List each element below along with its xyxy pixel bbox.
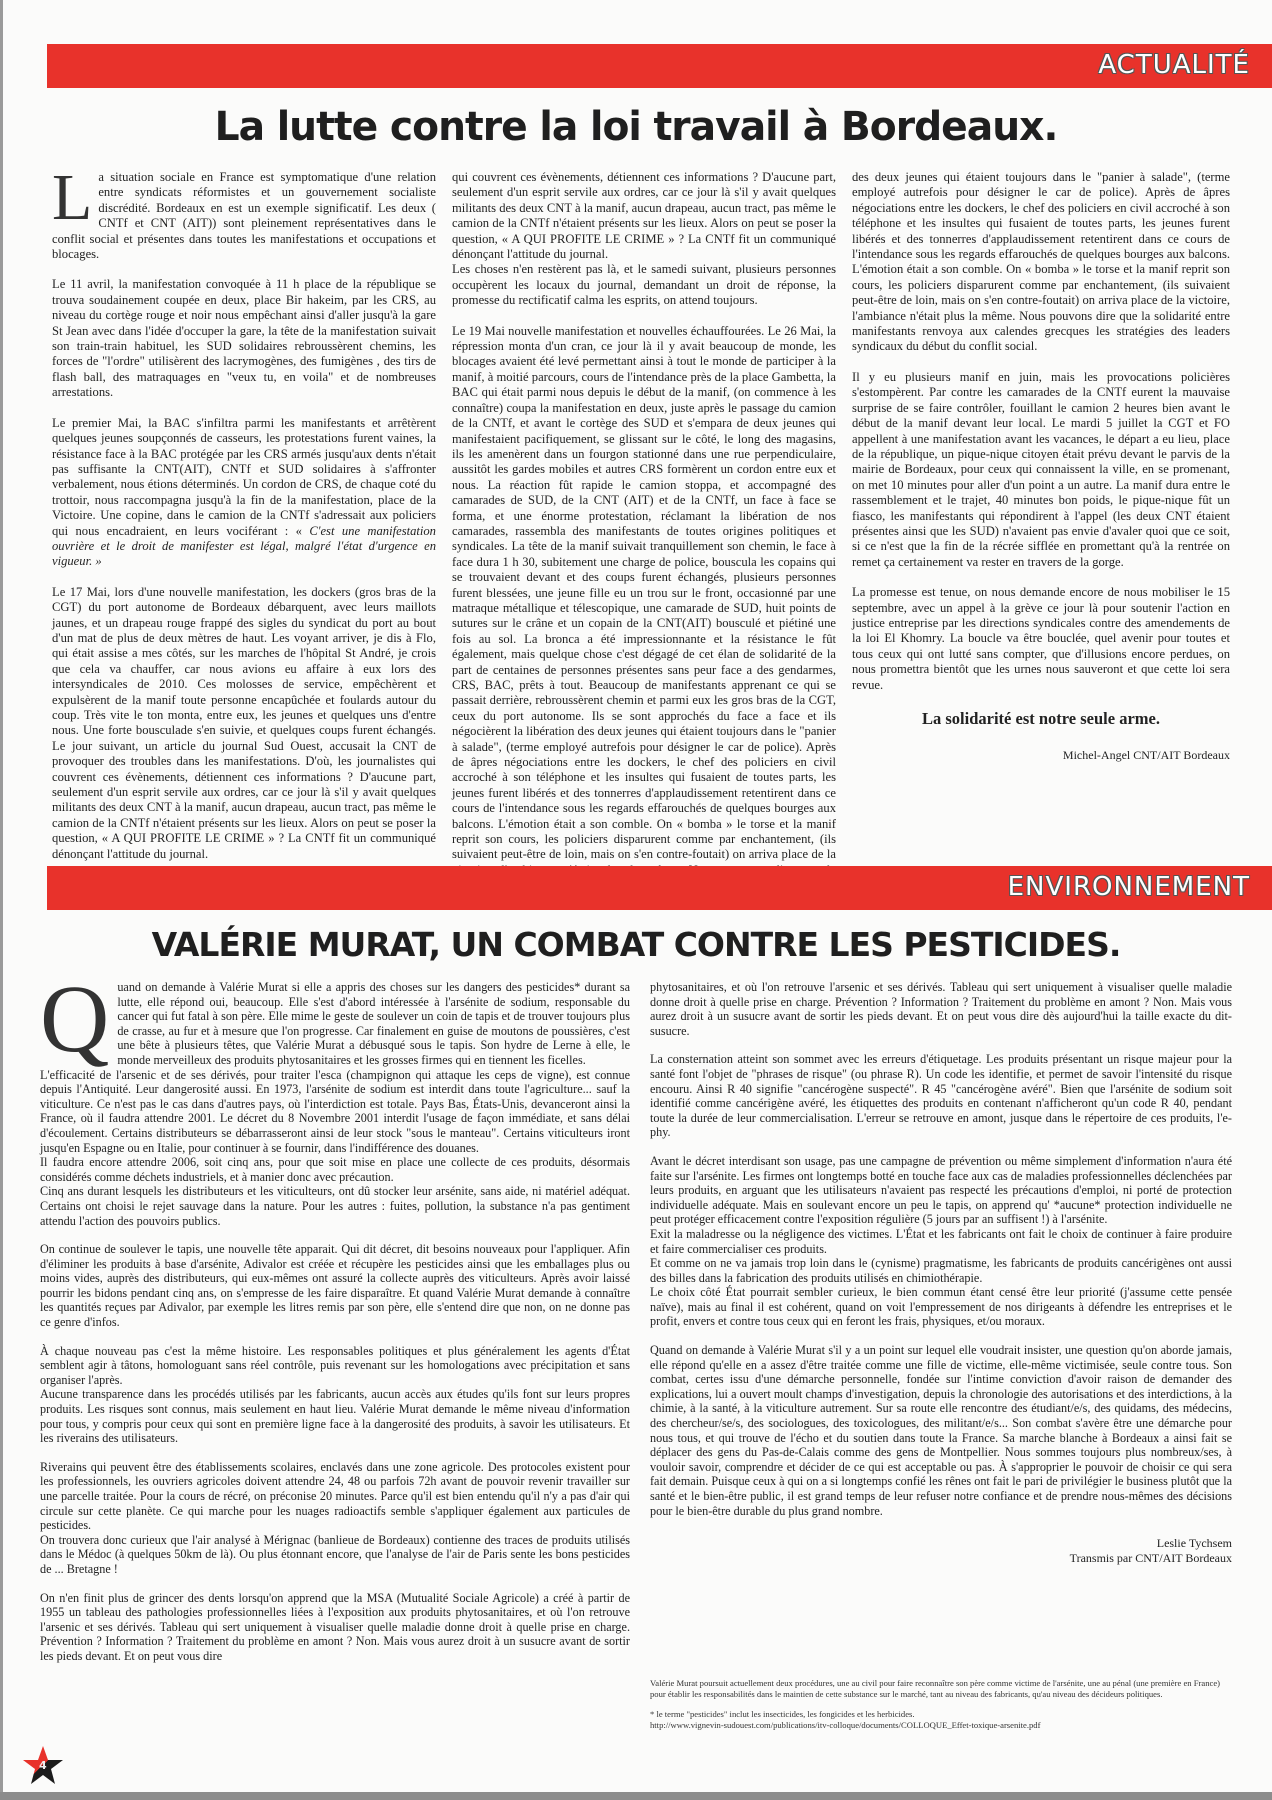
- article-title: La lutte contre la loi travail à Bordeaux.: [214, 104, 1058, 150]
- paragraph: On trouvera donc curieux que l'air analysé à Mérignac (banlieue de Bordeaux) contienne des traces de produits utilisés dans le Médoc (à quelques 50km de là). Ou plus étonnant encore, que l'analyse de l'air de Paris sente les bons pesticides de ... Bretagne !: [40, 1532, 630, 1576]
- paragraph: La consternation atteint son sommet avec les erreurs d'étiquetage. Les produits présentant un risque majeur pour la santé font l'objet de "phrases de risque" (ou phrase R). Un code les identifie, et permet de savoir l'intensité du risque encouru. Ainsi R 40 signifie "cancérogène suspecté". R 45 "cancérogène avéré". Bien que l'arsénite de sodium soit identifié comme cancérigène avéré, les étiquettes des produits en contenant n'afficheront qu'un code R 40, pendant toute la durée de leur commercialisation. L'erreur se retrouve en amont, jusque dans le répertoire de ces produits, l'e-phy.: [650, 1052, 1232, 1140]
- paragraph: qui couvrent ces évènements, détiennent ces informations ? D'aucune part, seulement d'un esprit servile aux ordres, car ce jour là s'il y avait quelques militants des deux CNT à la manif, aucun drapeau, aucun tract, pas même le camion de la CNTf n'étaient présents sur les lieux. Alors on peut se poser la question, « A QUI PROFITE LE CRIME » ? La CNTf fit un communiqué dénonçant l'attitude du journal.: [452, 170, 836, 262]
- section-label: ACTUALITÉ: [1098, 50, 1250, 80]
- footnote: * le terme "pesticides" inclut les insecticides, les fongicides et les herbicides.: [650, 1709, 915, 1719]
- author: Leslie Tychsem: [1156, 1536, 1232, 1551]
- page-bottom-edge: [0, 1792, 1272, 1800]
- paragraph: Quand on demande à Valérie Murat si elle a appris des choses sur les dangers des pesticides* durant sa lutte, elle répond oui, beaucoup. Elle s'est d'abord intéressée à l'arsénite de sodium, responsable du cancer qui fut fatal à son père. Elle mime le geste de soulever un coin de tapis et de trouver toujours plus de crasse, au fur et à mesure que l'on progresse. Car finalement en guise de moutons de poussières, c'est une bête à plusieurs têtes, que Valérie Murat a débusqué sous le tapis. Son hydre de Lerne à elle, le monde merveilleux des produits phytosanitaires et les grosses firmes qui en tiennent les ficelles.: [40, 965, 630, 1072]
- paragraph: Le 17 Mai, lors d'une nouvelle manifestation, les dockers (gros bras de la CGT) du port autonome de Bordeaux débarquent, avec leurs maillots jaunes, et un drapeau rouge frappé des sigles du syndicat du port au bout d'un mat de plus de deux mètres de haut. Les voyant arriver, je dis à Flo, qui était assise a mes côtés, sur les marches de l'hôpital St André, je crois que cela va chauffer, car nous avions eu affaire à eux lors des intersyndicales de 2010. Ces molosses de service, empêchèrent et expulsèrent de la manif toute personne encapûchée et foulards autour du coup. Très vite le ton monta, entre eux, les jeunes et quelques uns d'entre nous. Une forte bousculade s'en suivie, et quelques coups furent échangés. Le jour suivant, un article du journal Sud Ouest, accusait la CNT de provoquer des troubles dans les manifestations. D'où, les journalistes qui couvrent ces évènements, détiennent ces informations ? D'aucune part, seulement d'un esprit servile aux ordres, car ce jour là s'il y avait quelques militants des deux CNT à la manif, aucun drapeau, aucun tract, pas même le camion de la CNTf n'étaient présents sur les lieux. Alors on peut se poser la question, « A QUI PROFITE LE CRIME » ? La CNTf fit un communiqué dénonçant l'attitude du journal.: [52, 584, 436, 861]
- source-link[interactable]: http://www.vignevin-sudouest.com/publications/itv-colloque/documents/COLLOQUE_Effet-toxique-arsenite.pdf: [650, 1720, 1041, 1730]
- transmitted-by: Transmis par CNT/AIT Bordeaux: [1069, 1550, 1232, 1565]
- page-number: 4: [39, 1759, 47, 1772]
- section-bar-actualite: [47, 44, 1272, 88]
- paragraph: Les choses n'en restèrent pas là, et le samedi suivant, plusieurs personnes occupèrent les locaux du journal, demandant un droit de réponse, la promesse du rectificatif calma les esprits, on attend toujours.: [452, 262, 836, 308]
- side-note: Valérie Murat poursuit actuellement deux procédures, une au civil pour faire reconnaître son père comme victime de l'arsénite, une au pénal (une première en France) pour établir les responsabilités dans le maintien de cette substance sur le marché, tant au niveau des fabricants, qu'au niveau des décideurs politiques.: [650, 1678, 1220, 1699]
- paragraph: La promesse est tenue, on nous demande encore de nous mobiliser le 15 septembre, avec un appel à la grève ce jour là pour soutenir l'action en justice entreprise par les directions syndicales contre des amendements de la loi El Khomry. La boucle va être bouclée, quel avenir pour toutes et tous ceux qui ont lutté sans compter, que d'illusions encore perdues, on nous promettra bientôt que les urnes nous sauveront et que cette loi sera revue.: [852, 585, 1230, 692]
- paragraph: Quand on demande à Valérie Murat s'il y a un point sur lequel elle voudrait insister, une question qu'on aborde jamais, elle répond qu'elle en a assez d'être traitée comme une fille de victime, elle-même victimisée, seule contre tous. Son combat, certes issu d'une démarche personnelle, fondée sur l'intime conviction d'avoir raison de demander des explications, lui a ouvert moult champs d'investigation, depuis la chronologie des autorisations et des interdictions, à la chimie, à la santé, à la viticulture autrement. Sur sa route elle rencontre des étudiant/e/s, des quidams, des médecins, des chercheur/se/s, des sociologues, des toxicologues, des militant/e/s... Son combat s'avère être une démarche pour nous tous, et qui trouve de l'écho et du soutien dans toute la France. Sa marche blanche à Bordeaux a ainsi fait se déplacer des gens du Pas-de-Calais comme des gens de Montpellier. Nous sommes toujours plus nombreux/ses, à vouloir savoir, comprendre et décider de ce qui est acceptable ou pas. À s'approprier le pouvoir de choisir ce qui sera fait demain. Puisque ceux à qui on a si longtemps confié les rênes ont fait le pari de privilégier le business plutôt que la santé et le bien-être public, il est grand temps de leur refuser notre confiance et de prendre nous-mêmes des décisions pour le bien-être durable du plus grand nombre.: [650, 1343, 1232, 1518]
- paragraph: Le choix côté État pourrait sembler curieux, le bien commun étant censé être leur priorité (j'assume cette pensée naïve), mais au final il est cohérent, quand on voit l'empressement de nos dirigeants à défendre les entreprises et le profit, envers et contre tous ceux qui en feront les frais, physiques, et/ou moraux.: [650, 1285, 1232, 1329]
- paragraph: Exit la maladresse ou la négligence des victimes. L'État et les fabricants ont fait le choix de continuer à faire produire et faire commercialiser ces produits.: [650, 1226, 1232, 1256]
- section-label: ENVIRONNEMENT: [1007, 872, 1250, 902]
- article2-column-2: [650, 980, 1232, 1565]
- section-bar-environnement: [47, 866, 1272, 910]
- paragraph: Aucune transparence dans les procédés utilisés par les fabricants, aucun accès aux études qu'ils font sur leurs propres produits. Les risques sont connus, mais seulement en haut lieu. Valérie Murat demande le même niveau d'information pour tous, y compris pour ceux qui sont en première ligne face à la dangerosité des produits, à savoir les utilisateurs. Et les riverains des utilisateurs.: [40, 1387, 630, 1446]
- article1-column-3: [852, 170, 1230, 764]
- paragraph: Le premier Mai, la BAC s'infiltra parmi les manifestants et arrêtèrent quelques jeunes soupçonnés de casseurs, les protestations furent vaines, la résistance face à la BAC protégée par les CRS armés jusqu'aux dents n'était pas suffisante la CNT(AIT), CNTf et SUD solidaires à s'affronter verbalement, nous étions déterminés. Un cordon de CRS, de chaque coté du trottoir, nous raccompagna jusqu'à la fin de la manifestation, place de la Victoire. Une copine, dans le camion de la CNTf s'adressait aux policiers qui nous encadraient, en leurs vociférant : « C'est une manifestation ouvrière et le droit de manifester est légal, malgré l'état d'urgence en vigueur. »: [52, 415, 436, 569]
- page-number-star: [22, 1745, 64, 1785]
- page-edge: [0, 0, 3, 1800]
- paragraph: des deux jeunes qui étaient toujours dans le "panier à salade", (terme employé autrefois pour désigner le car de police). Après de âpres négociations entre les dockers, le chef des policiers en civil accroché à son téléphone et les insultes qui fusaient de toutes parts, les jeunes furent libérés et des tonnerres d'applaudissement retentirent dans ce cours de l'intendance sous les regards effarouchés de quelques bourges aux balcons. L'émotion était a son comble. On « bomba » le torse et la manif reprit son cours, les policiers disparurent comme par enchantement, (ils suivaient peut-être de loin, mais on s'en contre-foutait) on arriva place de la victoire, l'ambiance n'était plus la même. Nous pouvons dire que la solidarité entre manifestants renvoya aux calendes grecques les stratégies des leaders syndicaux du début du conflit social.: [852, 170, 1230, 354]
- paragraph: Le 19 Mai nouvelle manifestation et nouvelles échauffourées. Le 26 Mai, la répression monta d'un cran, ce jour là il y avait beaucoup de monde, les blocages avaient été levé permettant ainsi à tout le monde de participer à la manif, à moitié parcours, cours de l'intendance près de la place Gambetta, la BAC qui était parmi nous depuis le début de la manif, (on commence à les connaître) coupa la manifestation en deux, juste après le passage du camion de la CNTf, et avant le cortège des SUD et s'empara de deux jeunes qui manifestaient pacifiquement, se glissant sur le côté, le long des magasins, ils les amenèrent dans un fourgon stationné dans une rue perpendiculaire, aussitôt les gardes mobiles et autres CRS formèrent un cordon entre eux et nous. La réaction fût rapide le camion stoppa, et accompagné des camarades de SUD, de la CNT (AIT) et de la CNTf, un face à face se forma, et une énorme protestation, réclamant la libération de nos camarades, rassembla des manifestants de toutes origines politiques et syndicales. La tête de la manif suivait tranquillement son chemin, le face à face dura 1 h 30, subitement une charge de police, bouscula les copains qui se trouvaient devant et des coups furent échangés, plusieurs personnes furent blessées, une jeune fille eu un trou sur le front, occasionné par une matraque métallique et télescopique, une camarade de SUD, huit points de sutures sur le crâne et un copain de la CNT(AIT) bousculé et piétiné une fois au sol. La bronca a été impressionnante et la résistance le fût également, mais quelque chose c'est dégagé de cet élan de solidarité de la part de centaines de personnes présentes sans peur face a des gendarmes, CRS, BAC, prêts à tout. Beaucoup de manifestants apprenant ce qui se passait derrière, rebroussèrent chemin et parmi eux les gros bras de la CGT, ceux du port autonome. Ils se sont approchés du face a face et ils négocièrent la libération des deux jeunes qui étaient toujours dans le "panier à salade", (terme employé autrefois pour désigner le car de police). Après de âpres négociations entre les dockers, le chef des policiers en civil accroché à son téléphone et les insultes qui fusaient de toutes parts, les jeunes furent libérés et des tonnerres d'applaudissement retentirent dans ce cours de l'intendance sous les regards effarouchés de quelques bourges aux balcons. L'émotion était a son comble. On « bomba » le torse et la manif reprit son cours, les policiers disparurent comme par enchantement, (ils suivaient peut-être de loin, mais on s'en contre-foutait) on arriva place de la: [452, 323, 836, 862]
- paragraph: On continue de soulever le tapis, une nouvelle tête apparait. Qui dit décret, dit besoins nouveaux pour l'appliquer. Afin d'éliminer les produits à base d'arsénite, Adivalor est créée et récupère les pesticides ainsi que les emballages plus ou moins vides, auprès des distributeurs, qui eux-mêmes ont assuré la collecte auprès des viticulteurs. Après avoir laissé pourrir les bidons pendant cinq ans, on s'empresse de les faire disparaître. Et quand Valérie Murat demande à connaître les quantités reçues par Adivalor, par exemple les litres remis par son père, elle s'entend dire que non, on ne donne pas ce genre d'infos.: [40, 1242, 630, 1330]
- paragraph: Avant le décret interdisant son usage, pas une campagne de prévention ou même simplement d'information n'aura été faite sur l'arsénite. Les firmes ont longtemps botté en touche face aux cas de maladies professionnelles déclenchées par leurs produits, en arguant que les utilisateurs n'avaient pas respecté les précautions d'emploi, ni porté de protection individuelle adéquate. Mais en soulevant encore un peu le tapis, on apprend qu' *aucune* protection individuelle ne peut protéger efficacement contre l'exposition régulière (5 jours par an suffisent !) à l'arsénite.: [650, 1153, 1232, 1227]
- article1-column-2: [452, 170, 836, 862]
- paragraph: La situation sociale en France est symptomatique d'une relation entre syndicats réformistes et un gouvernement socialiste discrédité. Bordeaux en est un exemple significatif. Les deux ( CNTf et CNT (AIT)) sont pleinement représentatives dans le conflit social et présentes dans toutes les manifestations et occupations et blocages.: [52, 161, 436, 262]
- paragraph: Cinq ans durant lesquels les distributeurs et les viticulteurs, ont dû stocker leur arsénite, sans aide, ni matériel adéquat. Certains ont choisi le rejet sauvage dans la nature. Pour les autres : fuites, pollution, la substance n'a pas gentiment attendu l'action des pouvoirs publics.: [40, 1184, 630, 1228]
- article2-column-1: [40, 965, 630, 1710]
- paragraph: Il y eu plusieurs manif en juin, mais les provocations policières s'estompèrent. Par contre les camarades de la CNTf eurent la mauvaise surprise de se faire contrôler, fouillant le camion 2 heures bien avant le début de la manif devant leur local. Le mardi 5 juillet la CGT et FO appellent à une manifestation avant les vacances, le départ a eu lieu, place de la république, un pique-nique citoyen était prévu devant le parvis de la mairie de Bordeaux, pour ceux qui connaissent la ville, en se promenant, on met 10 minutes pour aller d'un point a un autre. La manif dura entre le rassemblement et le trajet, 40 minutes bon poids, le pique-nique fût un fiasco, les manifestants qui répondirent à l'appel (les deux CNT étaient présentes ainsi que les SUD) n'avaient pas envie d'avaler quoi que ce soit, si ce n'est que la fin de la récrée sifflée en promettant qu'à la rentrée on remet ça certainement va rester en travers de la gorge.: [852, 369, 1230, 569]
- paragraph: L'efficacité de l'arsenic et de ses dérivés, pour traiter l'esca (champignon qui attaque les ceps de vigne), est connue depuis l'Antiquité. Leur dangerosité aussi. En 1973, l'arsénite de sodium est interdit dans toute l'agriculture... sauf la viticulture. Ce n'est pas le cas dans d'autres pays, où l'interdiction est totale. Pays Bas, États-Unis, devanceront ainsi la France, où il faudra attendre 2001. Le décret du 8 Novembre 2001 interdit l'usage de façon immédiate, et sans délai d'écoulement. Certains distributeurs se débarrasseront ainsi de leur stock "sous le manteau". Certains viticulteurs iront jusqu'en Espagne ou en Italie, pour continuer à se fournir, dans l'indifférence des douanes.: [40, 1067, 630, 1155]
- paragraph: Riverains qui peuvent être des établissements scolaires, enclavés dans une zone agricole. Des protocoles existent pour les professionnels, les ouvriers agricoles doivent attendre 24, 48 ou parfois 72h avant de pouvoir revenir travailler sur une parcelle traitée. Pour la cours de récré, on préconise 20 minutes. Parce qu'il est bien entendu qu'il n'y a pas d'air qui circule sur cette planète. Ce qui marche pour les nuages radioactifs semble s'appliquer également aux particules de pesticides.: [40, 1459, 630, 1533]
- paragraph: À chaque nouveau pas c'est la même histoire. Les responsables politiques et plus généralement les agents d'État semblent agir à tâtons, homologuant sans réel contrôle, puis revenant sur les homologations avec précipitation et sans organiser l'après.: [40, 1343, 630, 1387]
- motto: La solidarité est notre seule arme.: [922, 709, 1160, 728]
- dropcap: Q: [40, 965, 110, 1072]
- article1-column-1: [52, 161, 436, 861]
- signature: Michel-Angel CNT/AIT Bordeaux: [1062, 748, 1230, 763]
- paragraph: On n'en finit plus de grincer des dents lorsqu'on apprend que la MSA (Mutualité Sociale Agricole) a créé à partir de 1955 un tableau des pathologies professionnelles liées à l'exposition aux produits phytosanitaires, et où l'on retrouve l'arsenic et ses dérivés. Tableau qui sert uniquement à visualiser quelle maladie donne droit à quelle prise en charge. Prévention ? Information ? Traitement du problème en amont ? Non. Mais vous aurez droit à un susucre avant de sortir les pieds devant. Et on peut vous dire: [40, 1590, 630, 1663]
- paragraph: Et comme on ne va jamais trop loin dans le (cynisme) pragmatisme, les fabricants de produits cancérigènes ont aussi des billes dans la fabrication des produits utilisés en chimiothérapie.: [650, 1256, 1232, 1285]
- quote: C'est une manifestation ouvrière et le droit de manifester est légal, malgré l'état d'urgence en vigueur. »: [52, 523, 436, 569]
- paragraph: Il faudra encore attendre 2006, soit cinq ans, pour que soit mise en place une collecte de ces produits, désormais considérés comme déchets industriels, et à manier donc avec précaution.: [40, 1155, 630, 1184]
- paragraph: Le 11 avril, la manifestation convoquée à 11 h place de la république se trouva soudainement coupée en deux, place Bir hakeim, par les CRS, au niveau du cortège rouge et noir nous empêchant ainsi d'aller jusqu'à la gare St Jean avec dans l'idée d'occuper la gare, la tête de la manifestation suivait son train-train habituel, les SUD solidaires rebroussèrent chemins, les forces de "l'ordre" utilisèrent des lacrymogènes, des fumigènes , des tirs de flash ball, des matraquages en "veux tu, en voila" et de nombreuses arrestations.: [52, 277, 436, 400]
- article2-notes: [650, 1678, 1220, 1731]
- dropcap: L: [52, 161, 93, 234]
- article-title: VALÉRIE MURAT, UN COMBAT CONTRE LES PESTICIDES.: [151, 925, 1121, 964]
- paragraph: phytosanitaires, et où l'on retrouve l'arsenic et ses dérivés. Tableau qui sert uniquement à visualiser quelle maladie donne droit à quelle prise en charge. Prévention ? Information ? Traitement du problème en amont ? Non. Mais vous aurez droit à un susucre avant de sortir les pieds devant. Et on peut vous dire dès aujourd'hui la taille exacte du dit-susucre.: [650, 980, 1232, 1038]
